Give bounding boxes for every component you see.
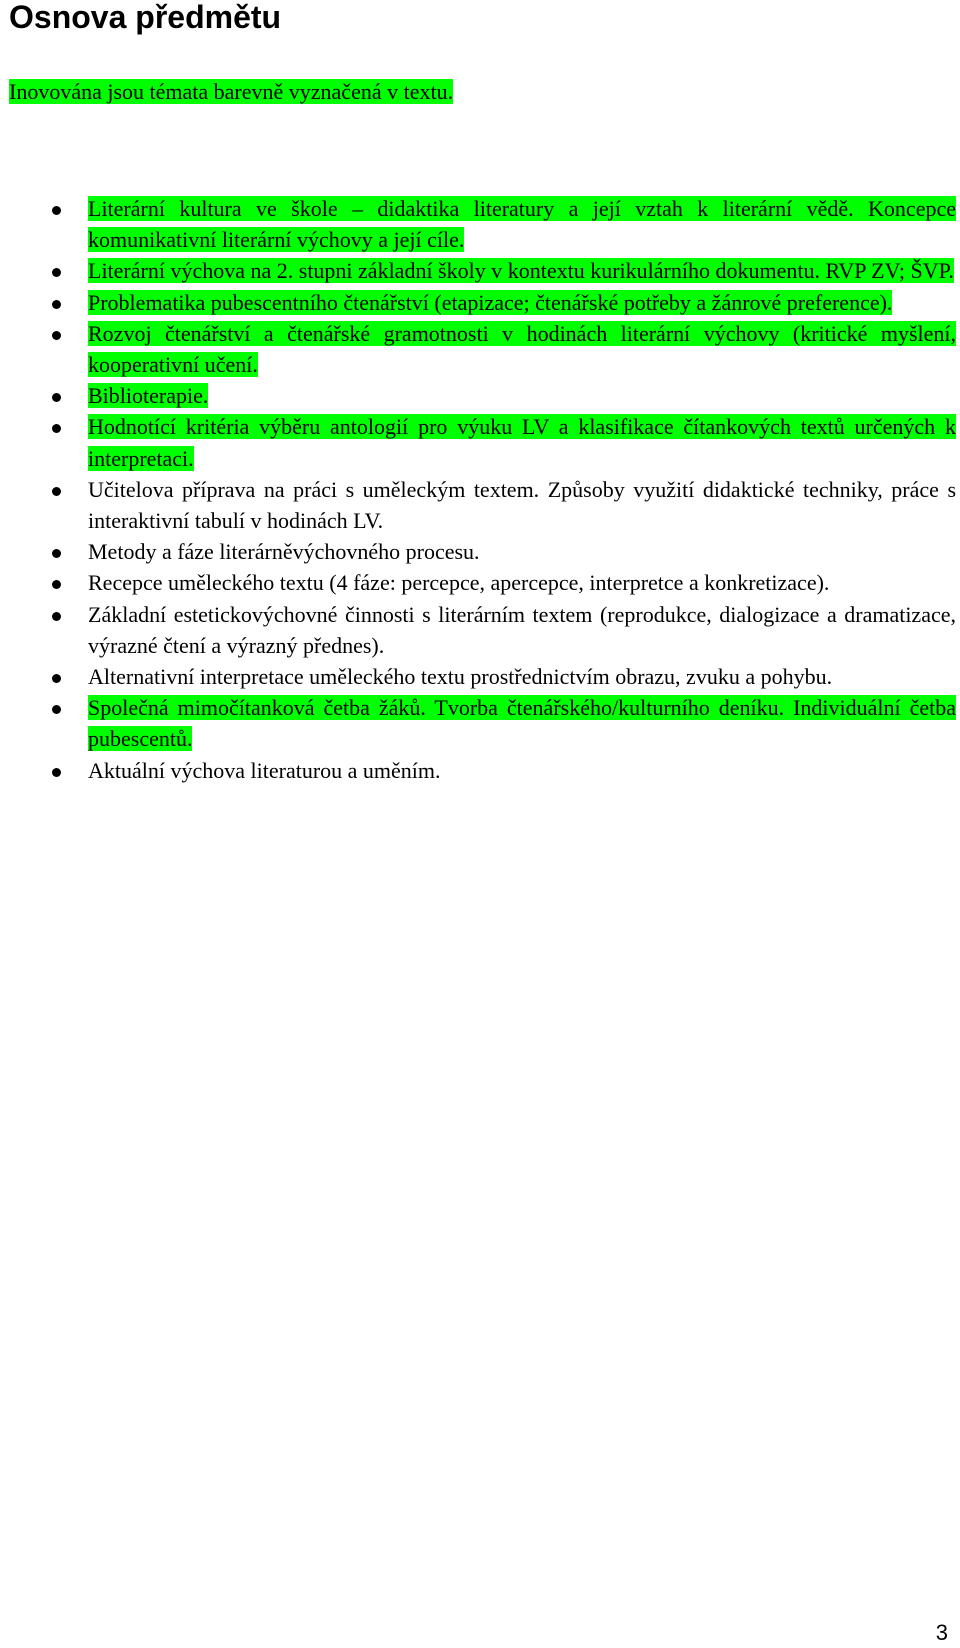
list-item-text: Učitelova příprava na práci s uměleckým textem. Způsoby využití didaktické techniky, práce s interaktivní tabulí v hodinách LV. xyxy=(88,476,956,534)
list-item-text: Hodnotící kritéria výběru antologií pro výuku LV a klasifikace čítankových textů určených k interpretaci. xyxy=(88,414,956,471)
bullet-icon xyxy=(52,674,61,683)
bullet-icon xyxy=(52,268,61,277)
list-item xyxy=(88,411,956,473)
bullet-icon xyxy=(52,206,61,215)
topic-list xyxy=(88,193,956,786)
list-item-text: Recepce uměleckého textu (4 fáze: percepce, apercepce, interpretce a konkretizace). xyxy=(88,570,830,596)
intro-highlight: Inovována jsou témata barevně vyznačená v textu. xyxy=(9,79,454,104)
list-item xyxy=(88,599,956,661)
list-item-text: Literární kultura ve škole – didaktika literatury a její vztah k literární vědě. Koncepce komunikativní literární výchovy a její cíle. xyxy=(88,196,956,253)
page-title: Osnova předmětu xyxy=(9,0,282,35)
bullet-icon xyxy=(52,331,61,340)
list-item-text: Aktuální výchova literaturou a uměním. xyxy=(88,757,441,783)
bullet-icon xyxy=(52,393,61,402)
list-item-text: Alternativní interpretace uměleckého textu prostřednictvím obrazu, zvuku a pohybu. xyxy=(88,664,833,690)
bullet-icon xyxy=(52,487,61,496)
list-item xyxy=(88,661,956,692)
list-item-text: Literární výchova na 2. stupni základní školy v kontextu kurikulárního dokumentu. RVP ZV; ŠVP. xyxy=(88,258,954,284)
page-number: 3 xyxy=(935,1620,948,1645)
list-item xyxy=(88,318,956,380)
list-item-text: Problematika pubescentního čtenářství (etapizace; čtenářské potřeby a žánrové preference). xyxy=(88,289,893,315)
list-item xyxy=(88,692,956,754)
list-item-text: Společná mimočítanková četba žáků. Tvorba čtenářského/kulturního deníku. Individuální četba pubescentů. xyxy=(88,695,956,752)
list-item xyxy=(88,255,956,286)
intro-note xyxy=(9,76,453,107)
list-item xyxy=(88,567,956,598)
bullet-icon xyxy=(52,300,61,309)
list-item-text: Metody a fáze literárněvýchovného procesu. xyxy=(88,539,480,565)
list-item xyxy=(88,755,956,786)
bullet-icon xyxy=(52,424,61,433)
list-item xyxy=(88,193,956,255)
bullet-icon xyxy=(52,705,61,714)
list-item-text: Základní estetickovýchovné činnosti s literárním textem (reprodukce, dialogizace a dramatizace, výrazné čtení a výrazný přednes). xyxy=(88,601,956,658)
list-item xyxy=(88,380,956,411)
bullet-icon xyxy=(52,580,61,589)
list-item xyxy=(88,474,956,536)
bullet-icon xyxy=(52,612,61,621)
list-item-text: Biblioterapie. xyxy=(88,383,209,409)
bullet-icon xyxy=(52,768,61,777)
list-item xyxy=(88,287,956,318)
list-item-text: Rozvoj čtenářství a čtenářské gramotnosti v hodinách literární výchovy (kritické myšlení, kooperativní učení. xyxy=(88,320,956,378)
bullet-icon xyxy=(52,549,61,558)
list-item xyxy=(88,536,956,567)
